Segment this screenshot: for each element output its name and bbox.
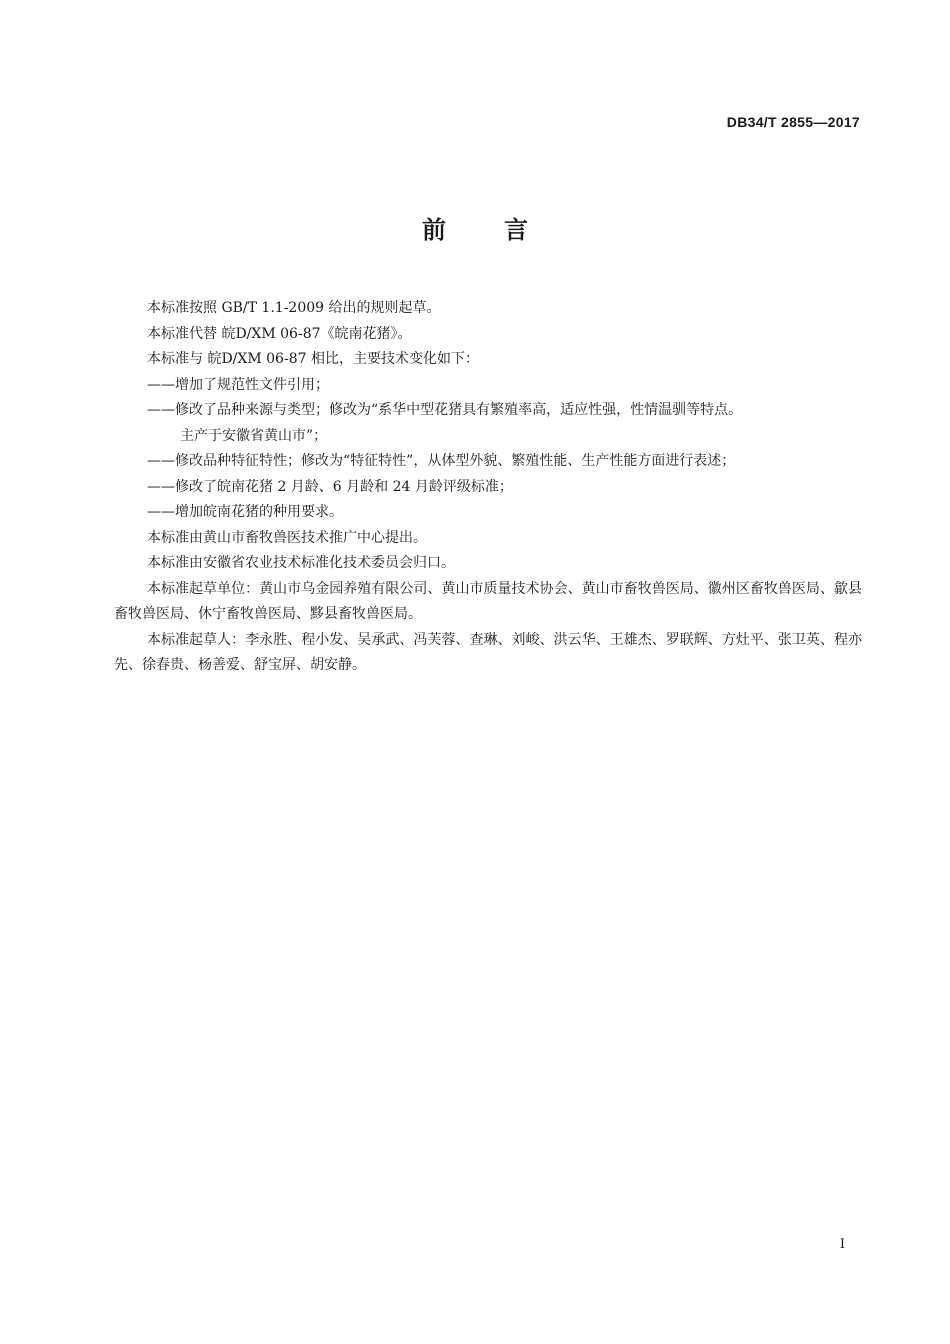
change-item-references: ——增加了规范性文件引用； (147, 376, 329, 393)
change-item-origin-continued: 主产于安徽省黄山市”； (180, 427, 328, 444)
page-title: 前言 (422, 216, 586, 244)
paragraph-changes-intro: 本标准与 皖D/XM 06-87 相比，主要技术变化如下： (147, 351, 479, 367)
foreword-body (114, 296, 862, 679)
change-item-characteristics: ——修改品种特征特性；修改为“特征特性”，从体型外貌、繁殖性能、生产性能方面进行表述； (147, 453, 736, 469)
paragraph-drafting-rules: 本标准按照 GB/T 1.1-2009 给出的规则起草。 (147, 300, 441, 316)
change-item-breeding-use: ——增加皖南花猪的种用要求。 (147, 504, 343, 520)
paragraph-drafting-units: 本标准起草单位：黄山市乌金园养殖有限公司、黄山市质量技术协会、黄山市畜牧兽医局、徽州区畜牧兽医局、歙县畜牧兽医局、休宁畜牧兽医局、黟县畜牧兽医局。 (114, 580, 862, 622)
change-item-grading: ——修改了皖南花猪 2 月龄、6 月龄和 24 月龄评级标准； (147, 478, 513, 495)
standard-code: DB34/T 2855—2017 (726, 114, 860, 130)
change-item-origin: ——修改了品种来源与类型；修改为“系华中型花猪具有繁殖率高，适应性强，性情温驯等特点。 (147, 402, 743, 418)
paragraph-centralized-by: 本标准由安徽省农业技术标准化技术委员会归口。 (147, 555, 455, 571)
page-number: I (839, 1237, 845, 1252)
paragraph-drafters: 本标准起草人：李永胜、程小发、吴承武、冯芙蓉、查琳、刘峻、洪云华、王雄杰、罗联辉、方灶平、张卫英、程亦先、徐春贵、杨善爱、舒宝屏、胡安静。 (114, 631, 862, 673)
paragraph-proposed-by: 本标准由黄山市畜牧兽医技术推广中心提出。 (147, 529, 427, 546)
paragraph-replaces: 本标准代替 皖D/XM 06-87《皖南花猪》。 (147, 325, 412, 342)
